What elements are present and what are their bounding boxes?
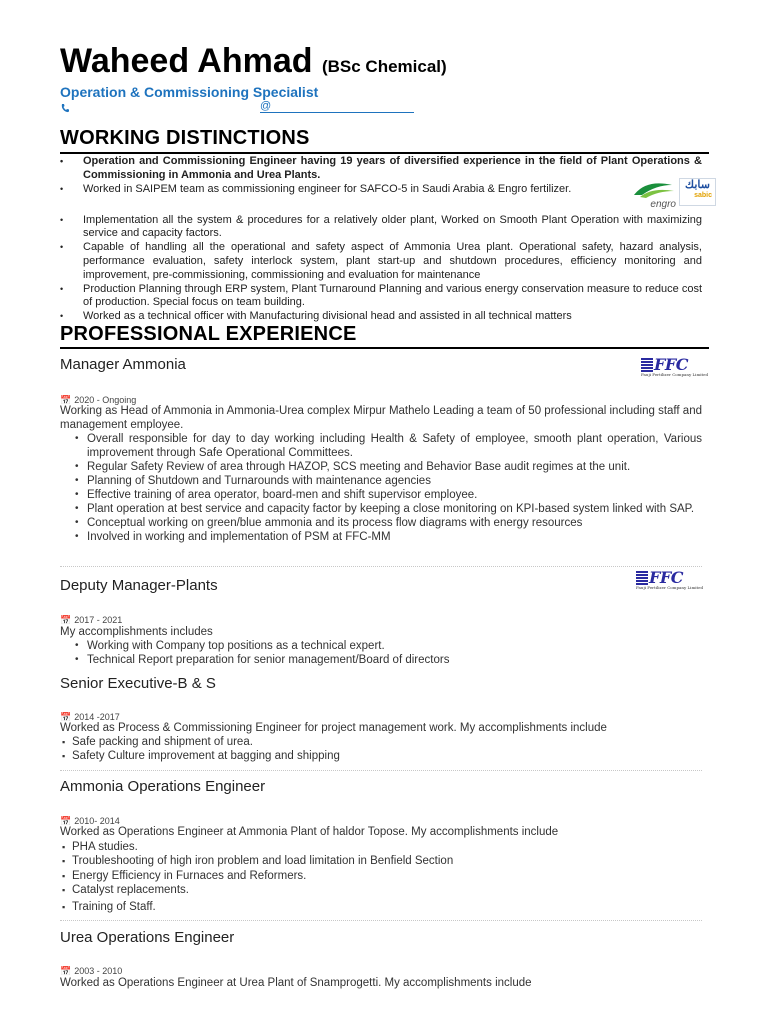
list-item: • Worked as a technical officer with Manufacturing divisional head and assisted in all technical matters: [60, 310, 702, 324]
job-title: Deputy Manager-Plants: [60, 577, 218, 594]
job-description: [60, 721, 702, 763]
list-item: ▪ Safety Culture improvement at bagging and shipping: [60, 749, 702, 763]
job-divider: [60, 566, 702, 567]
list-item: ▪ Troubleshooting of high iron problem and load limitation in Benfield Section: [60, 854, 702, 868]
section-divider: [60, 347, 709, 349]
calendar-icon: 📅: [60, 395, 72, 405]
engro-logo: [632, 177, 676, 211]
list-item: • Effective training of area operator, board-men and shift supervisor employee.: [60, 488, 702, 502]
list-item: • Technical Report preparation for senior management/Board of directors: [60, 653, 702, 667]
job-description-text: Worked as Operations Engineer at Ammonia Plant of haldor Topose. My accomplishments include: [60, 826, 559, 838]
sabic-text: sabic: [694, 192, 712, 199]
ffc-logo-tagline: Fauji Fertilizer Company Limited: [636, 585, 704, 590]
job-description: [60, 825, 702, 914]
list-item: ▪ Safe packing and shipment of urea.: [60, 735, 702, 749]
list-item: [60, 183, 623, 214]
job-description-text: Worked as Process & Commissioning Engineer for project management work. My accomplishments include: [60, 722, 607, 734]
list-item: ▪ Training of Staff.: [60, 900, 702, 914]
job-description-text: My accomplishments includes: [60, 626, 213, 638]
name-text: Waheed Ahmad: [60, 42, 313, 80]
job-date-text: 2017 - 2021: [74, 615, 123, 625]
list-item: • Planning of Shutdown and Turnarounds with maintenance agencies: [60, 474, 702, 488]
job-description: [60, 976, 702, 990]
list-item: ▪ Catalyst replacements.: [60, 883, 702, 897]
ffc-stripes-icon: [636, 571, 648, 585]
calendar-icon: 📅: [60, 615, 72, 625]
ffc-logo: [641, 355, 708, 377]
ffc-logo-tagline: Fauji Fertilizer Company Limited: [641, 372, 709, 377]
job-title: Urea Operations Engineer: [60, 929, 235, 946]
list-item: • Overall responsible for day to day working including Health & Safety of employee, smooth plant operation, Various improvement through Safe Operational Committees.: [60, 432, 702, 460]
list-item: • Implementation all the system & procedures for a relatively older plant, Worked on Smooth Plant Operation with maximizing service and capacity factors.: [60, 214, 702, 242]
calendar-icon: 📅: [60, 816, 72, 826]
professional-experience-heading: PROFESSIONAL EXPERIENCE: [60, 323, 357, 345]
list-item: • Conceptual working on green/blue ammonia and its process flow diagrams with energy resources: [60, 516, 702, 530]
ffc-logo-text: FFC: [654, 355, 688, 374]
list-item: • Production Planning through ERP system, Plant Turnaround Planning and various energy conservation measure to reduce cost of production. Special focus on team building.: [60, 283, 702, 311]
engro-logo-text: engro: [650, 199, 676, 210]
ffc-stripes-icon: [641, 358, 653, 372]
job-divider: [60, 920, 702, 921]
degree-text: (BSc Chemical): [321, 57, 447, 76]
list-item: • Capable of handling all the operational and safety aspect of Ammonia Urea plant. Operational safety, hazard analysis, performance evaluation, safety interlock system, plant start-up and shutdown procedures, efficiency monitoring and improvement, pre-commissioning, commissioning and evaluation for maintenance: [60, 241, 702, 282]
list-item: ▪ Energy Efficiency in Furnaces and Reformers.: [60, 869, 702, 883]
list-item: • Operation and Commissioning Engineer having 19 years of diversified experience in the field of Plant Operations & Commissioning in Ammonia and Urea Plants.: [60, 155, 702, 183]
job-description-text: Worked as Operations Engineer at Urea Plant of Snamprogetti. My accomplishments include: [60, 977, 532, 989]
job-title: Manager Ammonia: [60, 356, 186, 373]
job-bullets: [60, 735, 702, 763]
job-divider: [60, 770, 702, 771]
list-item: • Involved in working and implementation of PSM at FFC-MM: [60, 530, 702, 544]
list-item: • Working with Company top positions as a technical expert.: [60, 639, 702, 653]
email-link-underline[interactable]: [260, 112, 414, 113]
section-divider: [60, 152, 709, 154]
job-title: Senior Executive-B & S: [60, 675, 216, 692]
sabic-logo: [679, 178, 716, 206]
job-title: Ammonia Operations Engineer: [60, 778, 266, 795]
list-item: ▪ PHA studies.: [60, 840, 702, 854]
calendar-icon: 📅: [60, 712, 72, 722]
sabic-arabic-text: سابك: [685, 179, 710, 191]
list-item: • Plant operation at best service and capacity factor by keeping a close monitoring on KPI-based system linked with SAP.: [60, 502, 702, 516]
calendar-icon: 📅: [60, 966, 72, 976]
list-item-text: Worked in SAIPEM team as commissioning engineer for SAFCO-5 in Saudi Arabia & Engro fertilizer.: [83, 182, 572, 195]
job-description-text: Working as Head of Ammonia in Ammonia-Urea complex Mirpur Mathelo Leading a team of 50 professional including staff and management employee.: [60, 405, 702, 431]
job-bullets: [60, 432, 702, 544]
job-date-text: 2020 - Ongoing: [74, 395, 137, 405]
email-at-symbol: @: [260, 100, 272, 112]
ffc-logo-text: FFC: [649, 568, 683, 587]
ffc-logo: [636, 568, 703, 590]
job-bullets: [60, 639, 702, 667]
candidate-name: [60, 42, 447, 81]
job-date-text: 2003 - 2010: [74, 966, 123, 976]
job-description: [60, 625, 702, 667]
working-distinctions-heading: WORKING DISTINCTIONS: [60, 127, 310, 149]
job-date-text: 2010- 2014: [74, 816, 120, 826]
job-date-text: 2014 -2017: [74, 712, 120, 722]
phone-icon: [61, 103, 69, 113]
list-item: • Regular Safety Review of area through HAZOP, SCS meeting and Behavior Base audit regimes at the unit.: [60, 460, 702, 474]
distinctions-list: [60, 155, 702, 324]
contact-row: [60, 101, 420, 115]
job-headline: Operation & Commissioning Specialist: [60, 84, 319, 100]
engro-leaf-icon: [632, 177, 676, 199]
job-bullets: [60, 840, 702, 914]
job-description: [60, 404, 702, 544]
